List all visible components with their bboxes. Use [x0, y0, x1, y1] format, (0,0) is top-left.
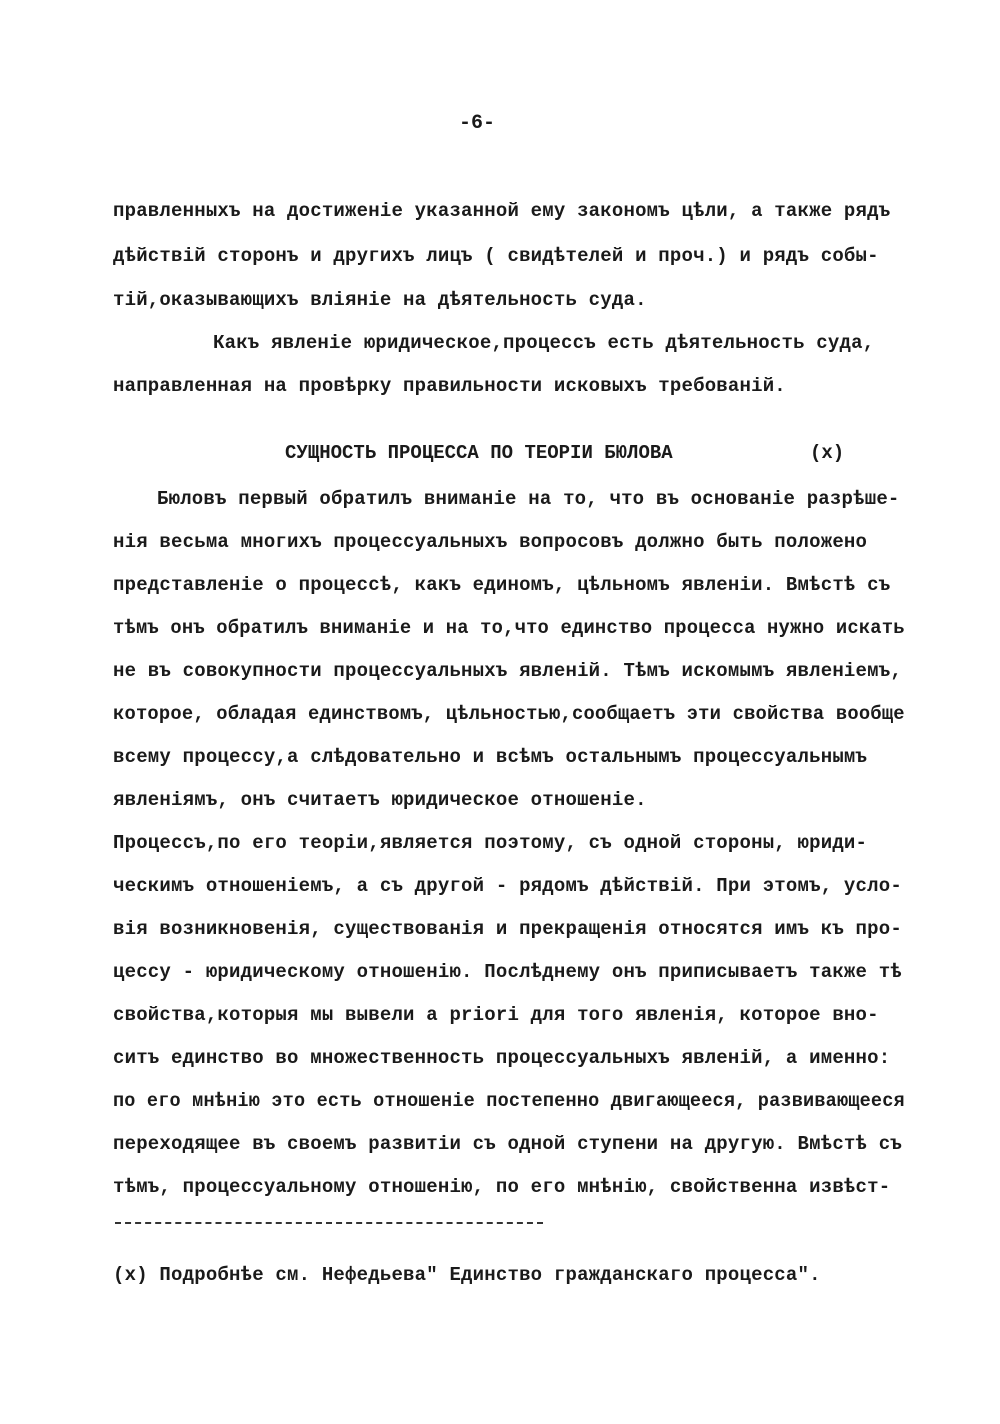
page-number: -6-: [459, 112, 496, 135]
text-line: представленіе о процессѣ, какъ единомъ, цѣльномъ явленіи. Вмѣстѣ съ: [113, 574, 891, 596]
text-line: тѣмъ, процессуальному отношенію, по его мнѣнію, свойственна извѣст-: [113, 1176, 891, 1198]
text-line: Процессъ,по его теоріи,является поэтому, съ одной стороны, юриди-: [113, 832, 868, 854]
text-line: дѣйствій сторонъ и другихъ лицъ ( свидѣтелей и проч.) и рядъ собы-: [113, 245, 879, 267]
text-line: ситъ единство во множественность процессуальныхъ явленій, а именно:: [113, 1047, 891, 1069]
text-line: тѣмъ онъ обратилъ вниманіе и на то,что единство процесса нужно искать: [113, 617, 905, 639]
text-line: которое, обладая единствомъ, цѣльностью,сообщаетъ эти свойства вообще: [113, 703, 905, 725]
footnote-reference-mark: (х): [810, 442, 845, 464]
text-line: направленная на провѣрку правильности исковыхъ требованій.: [113, 375, 786, 397]
text-line: правленныхъ на достиженіе указанной ему закономъ цѣли, а также рядъ: [113, 200, 891, 222]
text-line: тій,оказывающихъ вліяніе на дѣятельность суда.: [113, 289, 647, 311]
text-line: ческимъ отношеніемъ, а съ другой - рядомъ дѣйствій. При этомъ, усло-: [113, 875, 902, 897]
text-line: явленіямъ, онъ считаетъ юридическое отношеніе.: [113, 789, 647, 811]
footnote: (х) Подробнѣе см. Нефедьева" Единство гражданскаго процесса".: [113, 1264, 821, 1286]
text-line: всему процессу,а слѣдовательно и всѣмъ остальнымъ процессуальнымъ: [113, 746, 868, 768]
text-line: Бюловъ первый обратилъ вниманіе на то, что въ основаніе разрѣше-: [157, 488, 900, 510]
text-line: нія весьма многихъ процессуальныхъ вопросовъ должно быть положено: [113, 531, 868, 553]
text-line: цессу - юридическому отношенію. Послѣднему онъ приписываетъ также тѣ: [113, 961, 902, 983]
text-line: по его мнѣнію это есть отношеніе постепенно двигающееся, развивающееся: [113, 1090, 905, 1112]
text-line: вія возникновенія, существованія и прекращенія относятся имъ къ про-: [113, 918, 902, 940]
text-line: Какъ явленіе юридическое,процессъ есть дѣятельность суда,: [213, 332, 875, 354]
text-line: не въ совокупности процессуальныхъ явленій. Тѣмъ искомымъ явленіемъ,: [113, 660, 902, 682]
text-line: переходящее въ своемъ развитіи съ одной ступени на другую. Вмѣстѣ съ: [113, 1133, 902, 1155]
text-line: свойства,которыя мы вывели a priori для того явленія, которое вно-: [113, 1004, 879, 1026]
footnote-separator: [115, 1222, 543, 1224]
section-heading: СУЩНОСТЬ ПРОЦЕССА ПО ТЕОРІИ БЮЛОВА: [285, 442, 673, 464]
